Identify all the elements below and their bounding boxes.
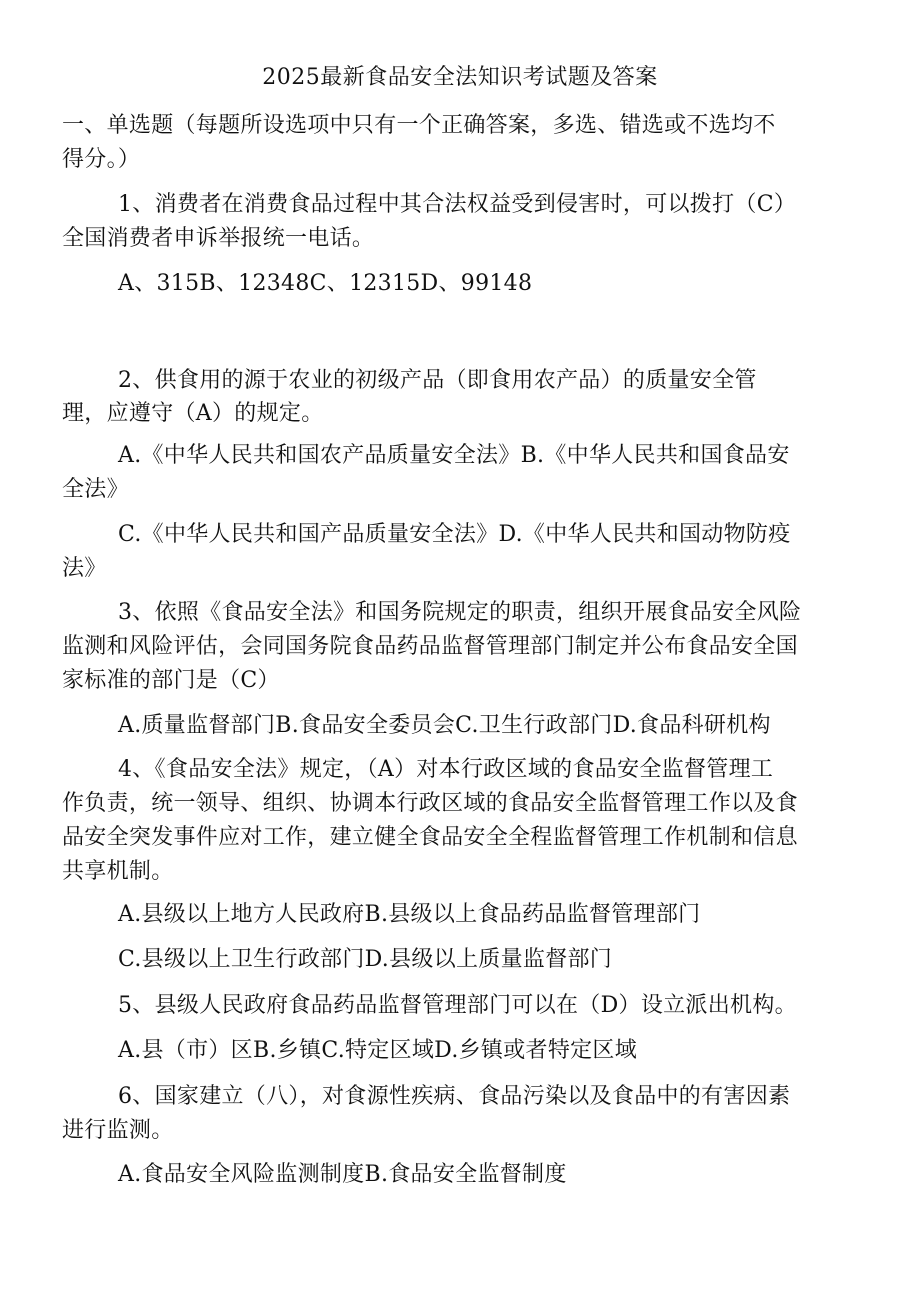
question-4-stem-cont-1: 作负责，统一领导、组织、协调本行政区域的食品安全监督管理工作以及食: [62, 791, 798, 816]
question-1-stem: 1、消费者在消费食品过程中其合法权益受到侵害时，可以拨打（C）: [118, 192, 797, 217]
question-4-options-1: A.县级以上地方人民政府B.县级以上食品药品监督管理部门: [118, 902, 701, 927]
question-4-stem-cont-3: 共享机制。: [62, 859, 174, 884]
section-heading-cont: 得分。）: [62, 147, 141, 172]
question-1-options: A、315B、12348C、12315D、99148: [118, 271, 533, 296]
section-heading: 一、单选题（每题所设选项中只有一个正确答案，多选、错选或不选均不: [62, 113, 776, 138]
question-3-stem: 3、依照《食品安全法》和国务院规定的职责，组织开展食品安全风险: [118, 600, 802, 625]
question-5-stem: 5、县级人民政府食品药品监督管理部门可以在（D）设立派出机构。: [118, 993, 797, 1018]
question-2-stem: 2、供食用的源于农业的初级产品（即食用农产品）的质量安全管: [118, 368, 757, 393]
question-2-options-b-cont: 法》: [62, 556, 107, 581]
question-2-options-b: C.《中华人民共和国产品质量安全法》D.《中华人民共和国动物防疫: [118, 522, 791, 547]
question-2-options-a: A.《中华人民共和国农产品质量安全法》B.《中华人民共和国食品安: [118, 443, 790, 468]
question-3-options: A.质量监督部门B.食品安全委员会C.卫生行政部门D.食品科研机构: [118, 713, 771, 738]
question-3-stem-cont-1: 监测和风险评估，会同国务院食品药品监督管理部门制定并公布食品安全国: [62, 634, 798, 659]
question-4-options-2: C.县级以上卫生行政部门D.县级以上质量监督部门: [118, 947, 613, 972]
question-1-stem-cont: 全国消费者申诉举报统一电话。: [62, 226, 375, 251]
question-4-stem-cont-2: 品安全突发事件应对工作，建立健全食品安全全程监督管理工作机制和信息: [62, 825, 798, 850]
question-2-options-a-cont: 全法》: [62, 477, 129, 502]
question-6-stem: 6、国家建立（八），对食源性疾病、食品污染以及食品中的有害因素: [118, 1084, 791, 1109]
question-3-stem-cont-2: 家标准的部门是（C）: [62, 668, 280, 693]
question-5-options: A.县（市）区B.乡镇C.特定区域D.乡镇或者特定区域: [118, 1038, 638, 1063]
question-4-stem: 4、《食品安全法》规定，（A）对本行政区域的食品安全监督管理工: [118, 757, 774, 782]
question-2-stem-cont: 理，应遵守（A）的规定。: [62, 401, 324, 426]
question-6-options: A.食品安全风险监测制度B.食品安全监督制度: [118, 1162, 567, 1187]
document-title: 2025最新食品安全法知识考试题及答案: [262, 65, 658, 90]
question-6-stem-cont: 进行监测。: [62, 1118, 174, 1143]
